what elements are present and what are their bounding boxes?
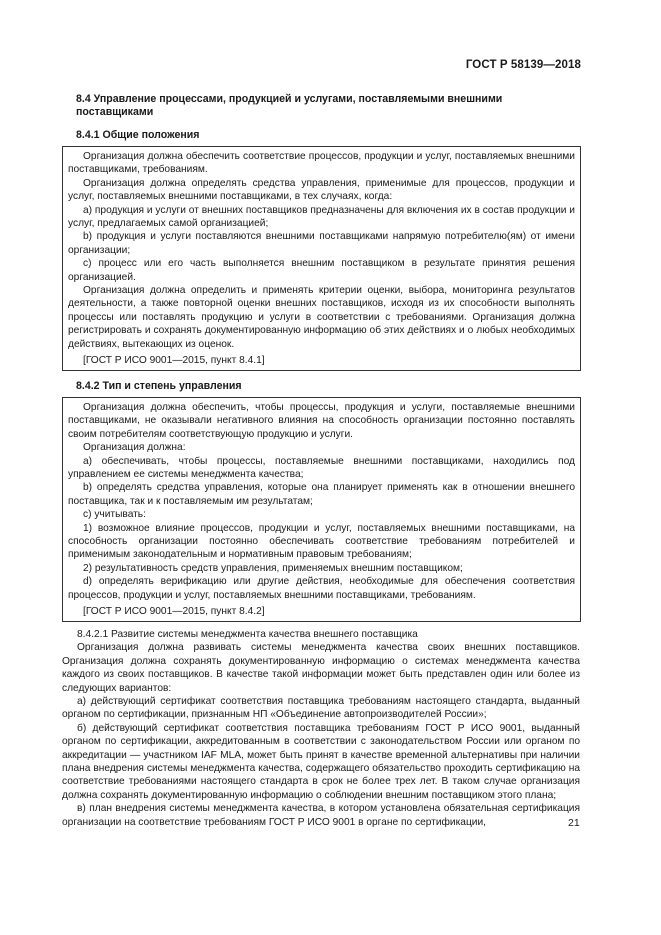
page-number: 21: [568, 817, 580, 829]
list-item: c) учитывать:: [83, 509, 146, 521]
list-item: b) продукция и услуги поставляются внешними поставщиками напрямую потребителю(ям) от имени организации;: [68, 231, 575, 256]
paragraph: Организация должна:: [83, 442, 186, 454]
document-code: ГОСТ Р 58139—2018: [465, 59, 581, 71]
section-8-4-title: 8.4 Управление процессами, продукцией и услугами, поставляемыми внешними поставщиками: [76, 93, 503, 118]
paragraph: Организация должна обеспечить, чтобы процессы, продукция и услуги, поставляемые внешними поставщиками, не оказывали негативного влияния на способность организации постоянно поставлять своим потребителям соответствующую продукцию и услуги.: [68, 402, 575, 440]
source-reference: [ГОСТ Р ИСО 9001—2015, пункт 8.4.1]: [83, 355, 265, 367]
list-item: б) действующий сертификат соответствия поставщика требованиям ГОСТ Р ИСО 9001, выданный органом по сертификации, аккредитованным в соответствии с законодательством России или органом по аккредитации — участником IAF MLA, может быть принят в качестве временной альтернативы при наличии плана внедрения системы менеджмента качества, содержащего обязательство проходить сертификацию на соответствие требованиями настоящего стандарта в срок не более трех лет. В таком случае организация должна сохранять документированную информацию о соблюдении внешним поставщиком этого плана;: [62, 722, 580, 801]
quote-box-8-4-1: [62, 146, 581, 371]
list-item: 1) возможное влияние процессов, продукции и услуг, поставляемых внешними поставщиками, на способность организации постоянно обеспечивать соответствие требованиям потребителей и применимым законодательным и нормативным правовым требованиям;: [68, 522, 575, 561]
section-8-4-1-title: 8.4.1 Общие положения: [76, 129, 200, 141]
subsection-title: 8.4.2.1 Развитие системы менеджмента качества внешнего поставщика: [77, 629, 418, 640]
list-item: d) определять верификацию или другие действия, необходимые для обеспечения соответствия процессов, продукции и услуг, поставляемых внешними поставщиками, требованиям.: [68, 576, 575, 601]
list-item: a) обеспечивать, чтобы процессы, поставляемые внешними поставщиками, находились под управлением ее системы менеджмента качества;: [68, 455, 575, 481]
list-item: в) план внедрения системы менеджмента качества, в котором установлена обязательная сертификация организации на соответствие требованиям ГОСТ Р ИСО 9001 в органе по сертификации,: [62, 803, 580, 828]
quote-box-8-4-2: [62, 397, 581, 622]
list-item: c) процесс или его часть выполняется внешним поставщиком в результате принятия решения организацией.: [68, 258, 575, 283]
section-8-4-2-1: [62, 628, 580, 829]
section-8-4-2-title: 8.4.2 Тип и степень управления: [76, 380, 242, 392]
list-item: 2) результативность средств управления, применяемых внешним поставщиком;: [83, 562, 463, 574]
paragraph: Организация должна определять средства управления, применимые для процессов, продукции и услуг, поставляемых внешними поставщиками, в тех случаях, когда:: [68, 177, 575, 203]
paragraph: Организация должна развивать системы менеджмента качества своих внешних поставщиков. Организация должна сохранять документированную информацию о системах менеджмента качества каждого из своих поставщиков. В качестве такой информации может быть представлен один или более из следующих вариантов:: [62, 642, 580, 694]
list-item: b) определять средства управления, которые она планирует применять как в отношении внешнего поставщика, так и к поставляемым им результатам;: [68, 482, 575, 507]
source-reference: [ГОСТ Р ИСО 9001—2015, пункт 8.4.2]: [83, 606, 265, 618]
list-item: а) действующий сертификат соответствия поставщика требованиям настоящего стандарта, выданный органом по сертификации, признанным НП «Объединение автопроизводителей России»;: [62, 696, 580, 721]
paragraph: Организация должна обеспечить соответствие процессов, продукции и услуг, поставляемых внешними поставщиками, требованиям.: [68, 151, 575, 176]
list-item: a) продукция и услуги от внешних поставщиков предназначены для включения их в состав продукции и услуг, предлагаемых самой организацией;: [68, 204, 575, 230]
paragraph: Организация должна определить и применять критерии оценки, выбора, мониторинга результатов деятельности, а также повторной оценки внешних поставщиков, исходя из их способности выполнять процессы или поставлять продукцию и услуги в соответствии с требованиями. Организация должна регистрировать и сохранять документированную информацию об этих действиях и о любых необходимых действиях, вытекающих из оценок.: [68, 285, 575, 350]
